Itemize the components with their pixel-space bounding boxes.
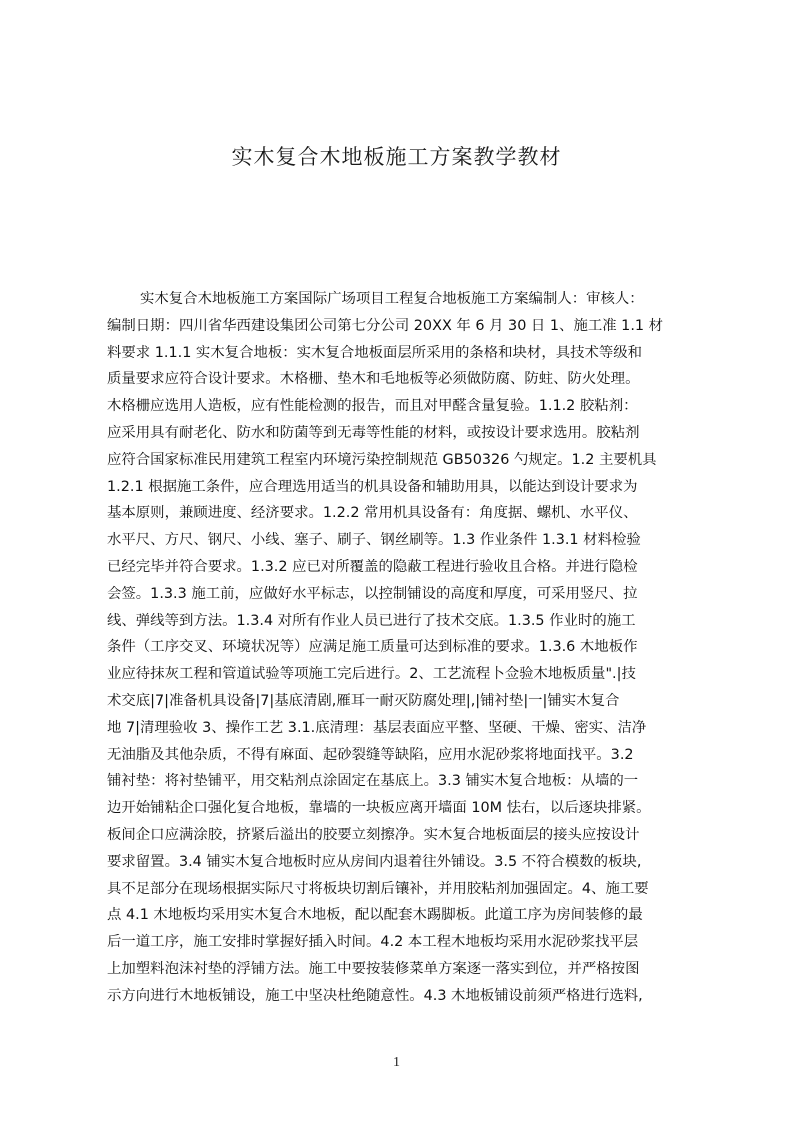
document-body — [107, 286, 697, 1010]
body-line: 水平尺、方尺、钢尺、小线、塞子、刷子、钢丝刷等。1.3 作业条件 1.3.1 材料检验 — [107, 532, 641, 549]
body-line: 线、弹线等到方法。1.3.4 对所有作业人员已进行了技术交底。1.3.5 作业时的施工 — [107, 612, 636, 629]
body-line: 会签。1.3.3 施工前，应做好水平标志，以控制铺设的高度和厚度，可采用竖尺、拉 — [107, 585, 638, 602]
body-line: 1.2.1 根据施工条件，应合理选用适当的机具设备和辅助用具，以能达到设计要求为 — [107, 478, 638, 495]
body-line: 边开始铺粘企口强化复合地板，靠墙的一块板应离开墙面 10M 怯右，以后逐块排紧。 — [107, 800, 651, 817]
body-line: 基本原则，兼顾进度、经济要求。1.2.2 常用机具设备有：角度据、螺机、水平仪、 — [107, 505, 638, 522]
body-line: 木格栅应选用人造板，应有性能检测的报告，而且对甲醛含量复验。1.1.2 胶粘剂： — [107, 398, 638, 415]
body-line: 后一道工序，施工安排时掌握好插入时间。4.2 本工程木地板均采用水泥砂浆找平层 — [107, 934, 639, 951]
body-line: 已经完毕并符合要求。1.3.2 应已对所覆盖的隐蔽工程进行验收且合格。并进行隐检 — [107, 558, 638, 575]
body-line: 应符合国家标准民用建筑工程室内环境污染控制规范 GB50326 勺规定。1.2 主要机具 — [107, 451, 657, 468]
body-line: 无油脂及其他杂质，不得有麻面、起砂裂缝等缺陷，应用水泥砂浆将地面找平。3.2 — [107, 746, 634, 763]
body-line: 铺衬垫：将衬垫铺平，用交粘剂点涂固定在基底上。3.3 铺实木复合地板：从墙的一 — [107, 773, 639, 790]
page-number: 1 — [393, 1055, 400, 1070]
document-title: 实木复合木地板施工方案教学教材 — [231, 145, 562, 169]
body-line: 具不足部分在现场根据实际尺寸将板块切割后镶补，并用胶粘剂加强固定。4、施工要 — [107, 880, 649, 897]
body-line: 实木复合木地板施工方案国际广场项目工程复合地板施工方案编制人：审核人： — [140, 291, 644, 307]
body-line: 板间企口应满涂胶，挤紧后溢出的胶要立刻擦净。实木复合地板面层的接头应按设计 — [107, 826, 640, 843]
body-line: 点 4.1 木地板均采用实木复合木地板，配以配套木踢脚板。此道工序为房间装修的最 — [107, 907, 643, 924]
body-line: 业应待抹灰工程和管道试验等项施工完后进行。2、工艺流程卜佥验木地板质量".|技 — [107, 666, 636, 683]
body-line: 示方向进行木地板铺设，施工中坚决杜绝随意性。4.3 木地板铺设前须严格进行选料, — [107, 987, 643, 1004]
body-line: 质量要求应符合设计要求。木格栅、垫木和毛地板等必须做防腐、防蛀、防火处理。 — [107, 371, 640, 388]
body-line: 术交底|7|准备机具设备|7|基底清剧,雁耳一耐灭防腐处理|,|铺衬垫|一|铺实木复合 — [107, 692, 620, 709]
body-line: 应采用具有耐老化、防水和防菌等到无毒等性能的材料，或按设计要求选用。胶粘剂 — [107, 424, 640, 441]
body-line: 要求留置。3.4 铺实木复合地板时应从房间内退着往外铺设。3.5 不符合模数的板块, — [107, 853, 642, 870]
body-line: 条件（工序交叉、环境状况等）应满足施工质量可达到标准的要求。1.3.6 木地板作 — [107, 639, 638, 656]
body-line: 上加塑料泡沫衬垫的浮铺方法。施工中要按装修菜单方案逐一落实到位，并严格按图 — [107, 960, 640, 977]
body-line: 编制日期：四川省华西建设集团公司第七分公司 20XX 年 6 月 30 日 1、施工准 1.1 材 — [107, 317, 664, 334]
body-line: 地 7|清理验收 3、操作工艺 3.1.底清理：基层表面应平整、坚硬、干燥、密实、洁净 — [107, 719, 647, 736]
body-line: 料要求 1.1.1 实木复合地板：实木复合地板面层所采用的条格和块材，具技术等级和 — [107, 344, 643, 361]
